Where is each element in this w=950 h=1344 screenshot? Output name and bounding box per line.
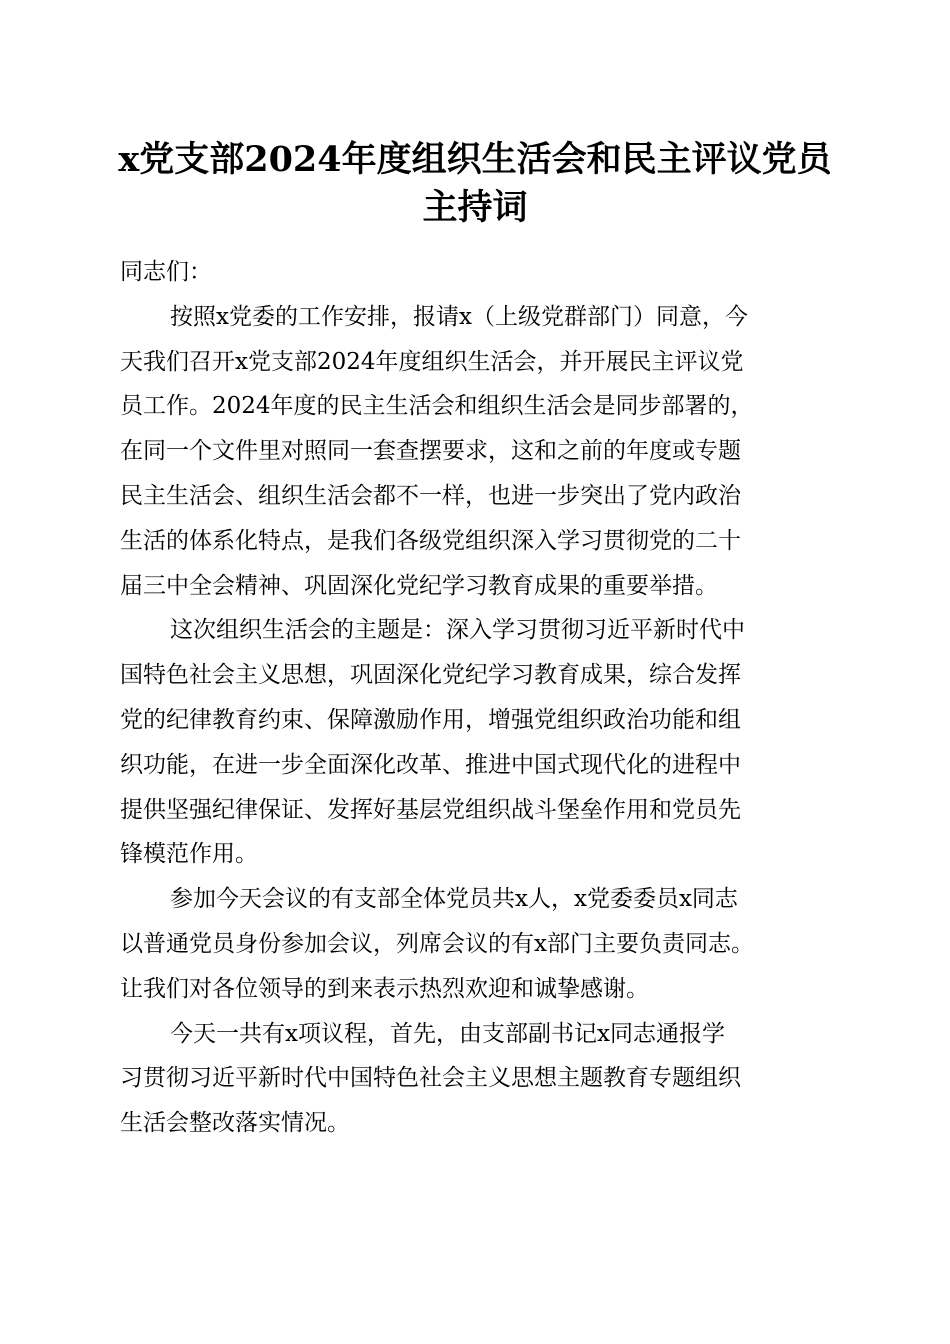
paragraph-line: 参加今天会议的有支部全体党员共x人，x党委委员x同志 xyxy=(170,886,738,913)
paragraph-line: 习贯彻习近平新时代中国特色社会主义思想主题教育专题组织 xyxy=(120,1065,741,1092)
paragraph-line: 在同一个文件里对照同一套查摆要求，这和之前的年度或专题 xyxy=(120,438,741,465)
document-body xyxy=(120,250,840,1146)
paragraph-line: 国特色社会主义思想，巩固深化党纪学习教育成果，综合发挥 xyxy=(120,662,741,689)
salutation: 同志们： xyxy=(120,259,212,285)
document-title xyxy=(100,136,850,232)
paragraph-line: 生活的体系化特点，是我们各级党组织深入学习贯彻党的二十 xyxy=(120,527,741,554)
paragraph-line: 天我们召开x党支部2024年度组织生活会，并开展民主评议党 xyxy=(120,348,744,375)
title-line-1: x党支部2024年度组织生活会和民主评议党员 xyxy=(118,139,832,180)
paragraph-line: 今天一共有x项议程，首先，由支部副书记x同志通报学 xyxy=(170,1020,725,1047)
paragraph-line: 织功能，在进一步全面深化改革、推进中国式现代化的进程中 xyxy=(120,751,741,778)
paragraph-line: 锋模范作用。 xyxy=(120,841,258,868)
paragraph-2 xyxy=(120,608,840,877)
paragraph-line: 员工作。2024年度的民主生活会和组织生活会是同步部署的， xyxy=(120,393,754,420)
paragraph-line: 党的纪律教育约束、保障激励作用，增强党组织政治功能和组 xyxy=(120,706,741,733)
paragraph-line: 届三中全会精神、巩固深化党纪学习教育成果的重要举措。 xyxy=(120,572,718,599)
paragraph-line: 让我们对各位领导的到来表示热烈欢迎和诚挚感谢。 xyxy=(120,975,649,1002)
paragraph-4 xyxy=(120,1012,840,1146)
paragraph-line: 民主生活会、组织生活会都不一样，也进一步突出了党内政治 xyxy=(120,482,741,509)
paragraph-line: 以普通党员身份参加会议，列席会议的有x部门主要负责同志。 xyxy=(120,930,754,957)
paragraph-3 xyxy=(120,877,840,1011)
paragraph-line: 这次组织生活会的主题是：深入学习贯彻习近平新时代中 xyxy=(170,617,745,644)
paragraph-line: 按照x党委的工作安排，报请x（上级党群部门）同意，今 xyxy=(170,303,748,330)
paragraph-1 xyxy=(120,295,840,609)
title-line-2: 主持词 xyxy=(422,187,528,228)
paragraph-line: 提供坚强纪律保证、发挥好基层党组织战斗堡垒作用和党员先 xyxy=(120,796,741,823)
paragraph-line: 生活会整改落实情况。 xyxy=(120,1110,350,1137)
